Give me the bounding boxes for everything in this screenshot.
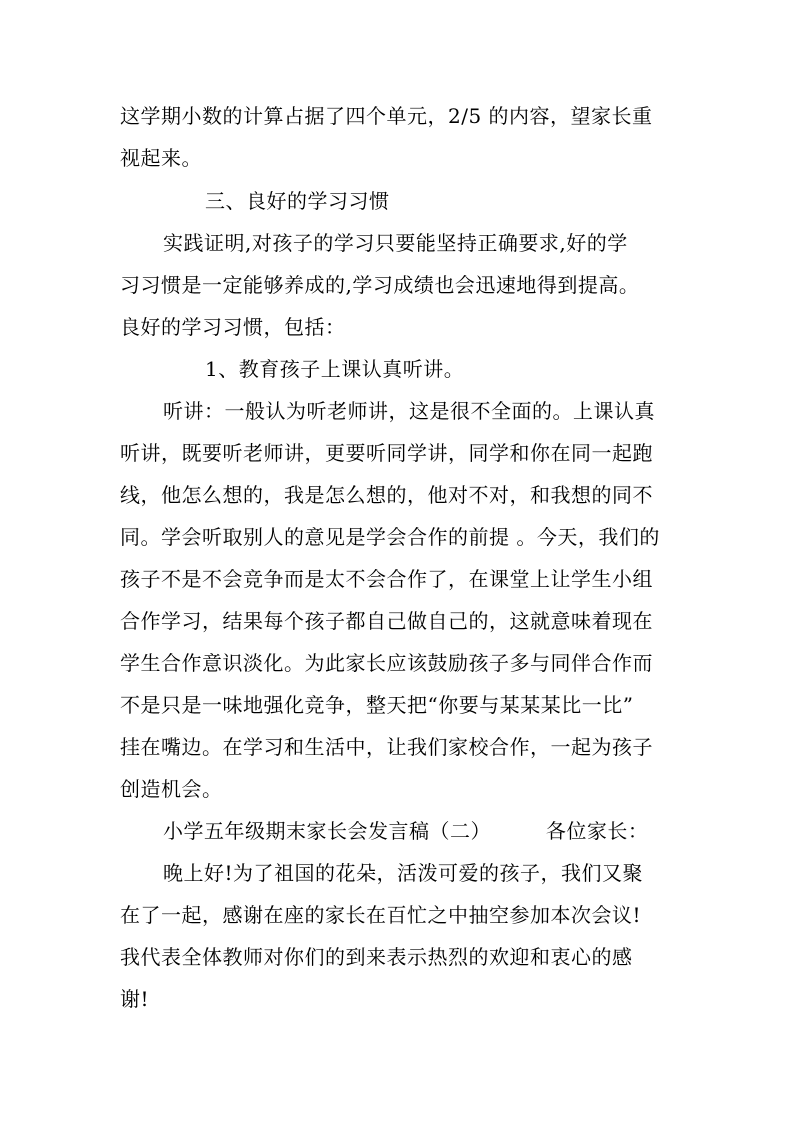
paragraph-line: 我代表全体教师对你们的到来表示热烈的欢迎和衷心的感 [120,945,633,969]
paragraph-line: 在了一起，感谢在座的家长在百忙之中抽空参加本次会议! [120,903,642,927]
paragraph-line: 不是只是一味地强化竞争，整天把“你要与某某某比一比” [120,693,634,717]
list-item-heading: 1、教育孩子上课认真听讲。 [205,357,465,381]
paragraph-line: 谢! [120,987,150,1011]
paragraph-line: 这学期小数的计算占据了四个单元，2/5 的内容，望家长重 [120,104,653,128]
paragraph-line: 听讲，既要听老师讲，更要听同学讲，同学和你在同一起跑 [120,441,653,465]
paragraph-line: 孩子不是不会竞争而是太不会合作了，在课堂上让学生小组 [120,567,653,591]
paragraph-line: 创造机会。 [120,777,223,801]
paragraph-line: 合作学习，结果每个孩子都自己做自己的，这就意味着现在 [120,609,653,633]
paragraph-line: 线，他怎么想的，我是怎么想的，他对不对，和我想的同不 [120,483,653,507]
paragraph-line: 听讲：一般认为听老师讲，这是很不全面的。上课认真 [163,399,655,423]
paragraph-line: 同。学会听取别人的意见是学会合作的前提 。今天，我们的 [120,525,660,549]
paragraph-line: 习习惯是一定能够养成的,学习成绩也会迅速地得到提高。 [120,273,640,297]
paragraph-line: 晚上好!为了祖国的花朵，活泼可爱的孩子，我们又聚 [163,861,644,885]
paragraph-line: 良好的学习习惯，包括： [120,315,346,339]
paragraph-line: 视起来。 [120,146,202,170]
paragraph-line: 实践证明,对孩子的学习只要能坚持正确要求,好的学 [163,231,628,255]
section-heading: 三、良好的学习习惯 [205,189,390,213]
paragraph-line: 挂在嘴边。在学习和生活中，让我们家校合作，一起为孩子 [120,735,653,759]
document-title-line: 小学五年级期末家长会发言稿（二） 各位家长： [163,819,649,843]
paragraph-line: 学生合作意识淡化。为此家长应该鼓励孩子多与同伴合作而 [120,651,653,675]
